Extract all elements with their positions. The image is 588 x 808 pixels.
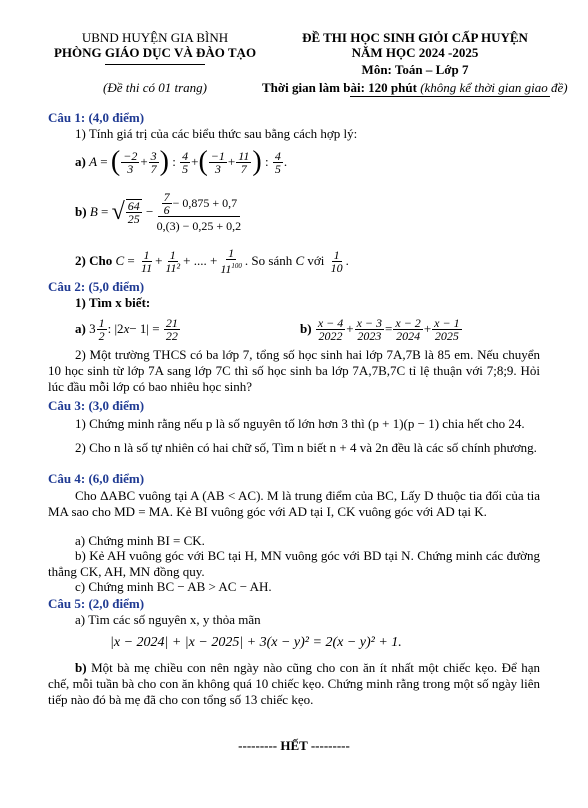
header-left-1: UBND HUYỆN GIA BÌNH xyxy=(81,30,229,45)
header-right-3: Môn: Toán – Lớp 7 xyxy=(361,62,469,77)
q3-title: Câu 3: (3,0 điểm) xyxy=(48,398,145,413)
q1-p2-with: với xyxy=(307,253,325,268)
header-left-3: (Đề thi có 01 trang) xyxy=(103,80,207,95)
q5-equation: |x − 2024| + |x − 2025| + 3(x − y)² = 2(x − y)² + 1. xyxy=(110,635,402,650)
q1-a-label: a) xyxy=(75,154,86,169)
header-left-2: PHÒNG GIÁO DỤC VÀ ĐÀO TẠO xyxy=(53,45,257,60)
time-note: (không kể thời gian giao đề) xyxy=(420,80,568,95)
q4-title: Câu 4: (6,0 điểm) xyxy=(48,471,145,486)
header-right-1: ĐỀ THI HỌC SINH GIỎI CẤP HUYỆN xyxy=(302,30,528,45)
q4-a: a) Chứng minh BI = CK. xyxy=(75,533,205,548)
q1-expr-a: a) A = ( $\frac{-2}{3}$ + $\frac{3}{7}$ ) : $\frac{4}{5}$ + ( $\frac{-1}{3}$ + $\frac{11}{7}$ ) : $\frac{4}{5}$ . xyxy=(75,146,288,177)
q2-part2: 2) Một trường THCS có ba lớp 7, tổng số học sinh hai lớp 7A,7B là 85 em. Nếu chuyển 10 học sinh từ lớp 7A sang lớp 7C thì số học sinh ba lớp 7A,7B,7C tỉ lệ thuận với 7;8;9. Hỏi lúc đầu mỗi lớp có bao nhiêu học sinh? xyxy=(48,347,540,394)
header-left-underline xyxy=(105,64,205,65)
q1-expr-b: b) B = √ $\frac{64}{25}$ − $\frac{7}{6}$ − 0,875 + 0,7 0,(3) − 0,25 + 0,2 xyxy=(75,189,242,233)
q4-b: b) Kẻ AH vuông góc với BC tại H, MN vuông góc với BD tại N. Chứng minh các đường thẳng CK, AH, MN đồng quy. xyxy=(48,548,540,579)
q5-b-label: b) xyxy=(75,660,87,675)
q1-part1: 1) Tính giá trị của các biểu thức sau bằng cách hợp lý: xyxy=(75,126,358,141)
q2-a-label: a) xyxy=(75,321,86,336)
header-right-2: NĂM HỌC 2024 -2025 xyxy=(351,45,479,60)
q2-title: Câu 2: (5,0 điểm) xyxy=(48,279,145,294)
q1-part2: 2) Cho C = $\frac{1}{11}$ + $\frac{1}{\text{11²}}$ + .... + $\frac{1}{11^{100}}$ . So sánh C với $\frac{1}{10}$ . xyxy=(75,246,349,276)
time-label: Thời gian làm bài: 120 phút xyxy=(262,80,417,95)
q3-part1: 1) Chứng minh rằng nếu p là số nguyên tố lớn hơn 3 thì (p + 1)(p − 1) chia hết cho 24. xyxy=(75,416,525,431)
q1-p2-tail: . So sánh xyxy=(244,253,293,268)
q5-title: Câu 5: (2,0 điểm) xyxy=(48,596,145,611)
header-right-4 xyxy=(262,80,568,96)
header-right-underline xyxy=(350,96,550,97)
q5-b-text: Một bà mẹ chiều con nên ngày nào cũng cho con ăn ít nhất một chiếc kẹo. Để hạn chế, mỗi tuần bà cho con ăn không quá 10 chiếc kẹo. Chứng minh rằng trong một số ngày liên tiếp nào đó bà mẹ đã cho con tổng số 13 chiếc kẹo. xyxy=(48,660,541,707)
q3-part2: 2) Cho n là số tự nhiên có hai chữ số, Tìm n biết n + 4 và 2n đều là các số chính phương. xyxy=(75,440,537,455)
q1-title: Câu 1: (4,0 điểm) xyxy=(48,110,145,125)
q5-b xyxy=(48,660,540,708)
q1-p2-label: 2) Cho xyxy=(75,253,113,268)
q5-a: a) Tìm các số nguyên x, y thỏa mãn xyxy=(75,612,261,627)
q2-expr-b: b) $\frac{x - 4}{2022}$ + $\frac{x - 3}{2023}$ = $\frac{x - 2}{2024}$ + $\frac{x - 1}{2025}$ xyxy=(300,315,460,343)
q1-b-label: b) xyxy=(75,204,87,219)
end-marker: --------- HẾT --------- xyxy=(238,738,350,753)
q2-b-label: b) xyxy=(300,321,312,336)
q4-c: c) Chứng minh BC − AB > AC − AH. xyxy=(75,579,272,594)
q2-expr-a: a) 3 $\frac{1}{2}$ : |2 x − 1| = $\frac{21}{22}$ xyxy=(75,315,178,343)
q4-intro: Cho ΔABC vuông tại A (AB < AC). M là trung điểm của BC, Lấy D thuộc tia đối của tia MA sao cho MD = MA. Kẻ BI vuông góc với AD tại I, CK vuông góc với AD tại K. xyxy=(48,488,540,519)
q2-part1: 1) Tìm x biết: xyxy=(75,295,151,310)
